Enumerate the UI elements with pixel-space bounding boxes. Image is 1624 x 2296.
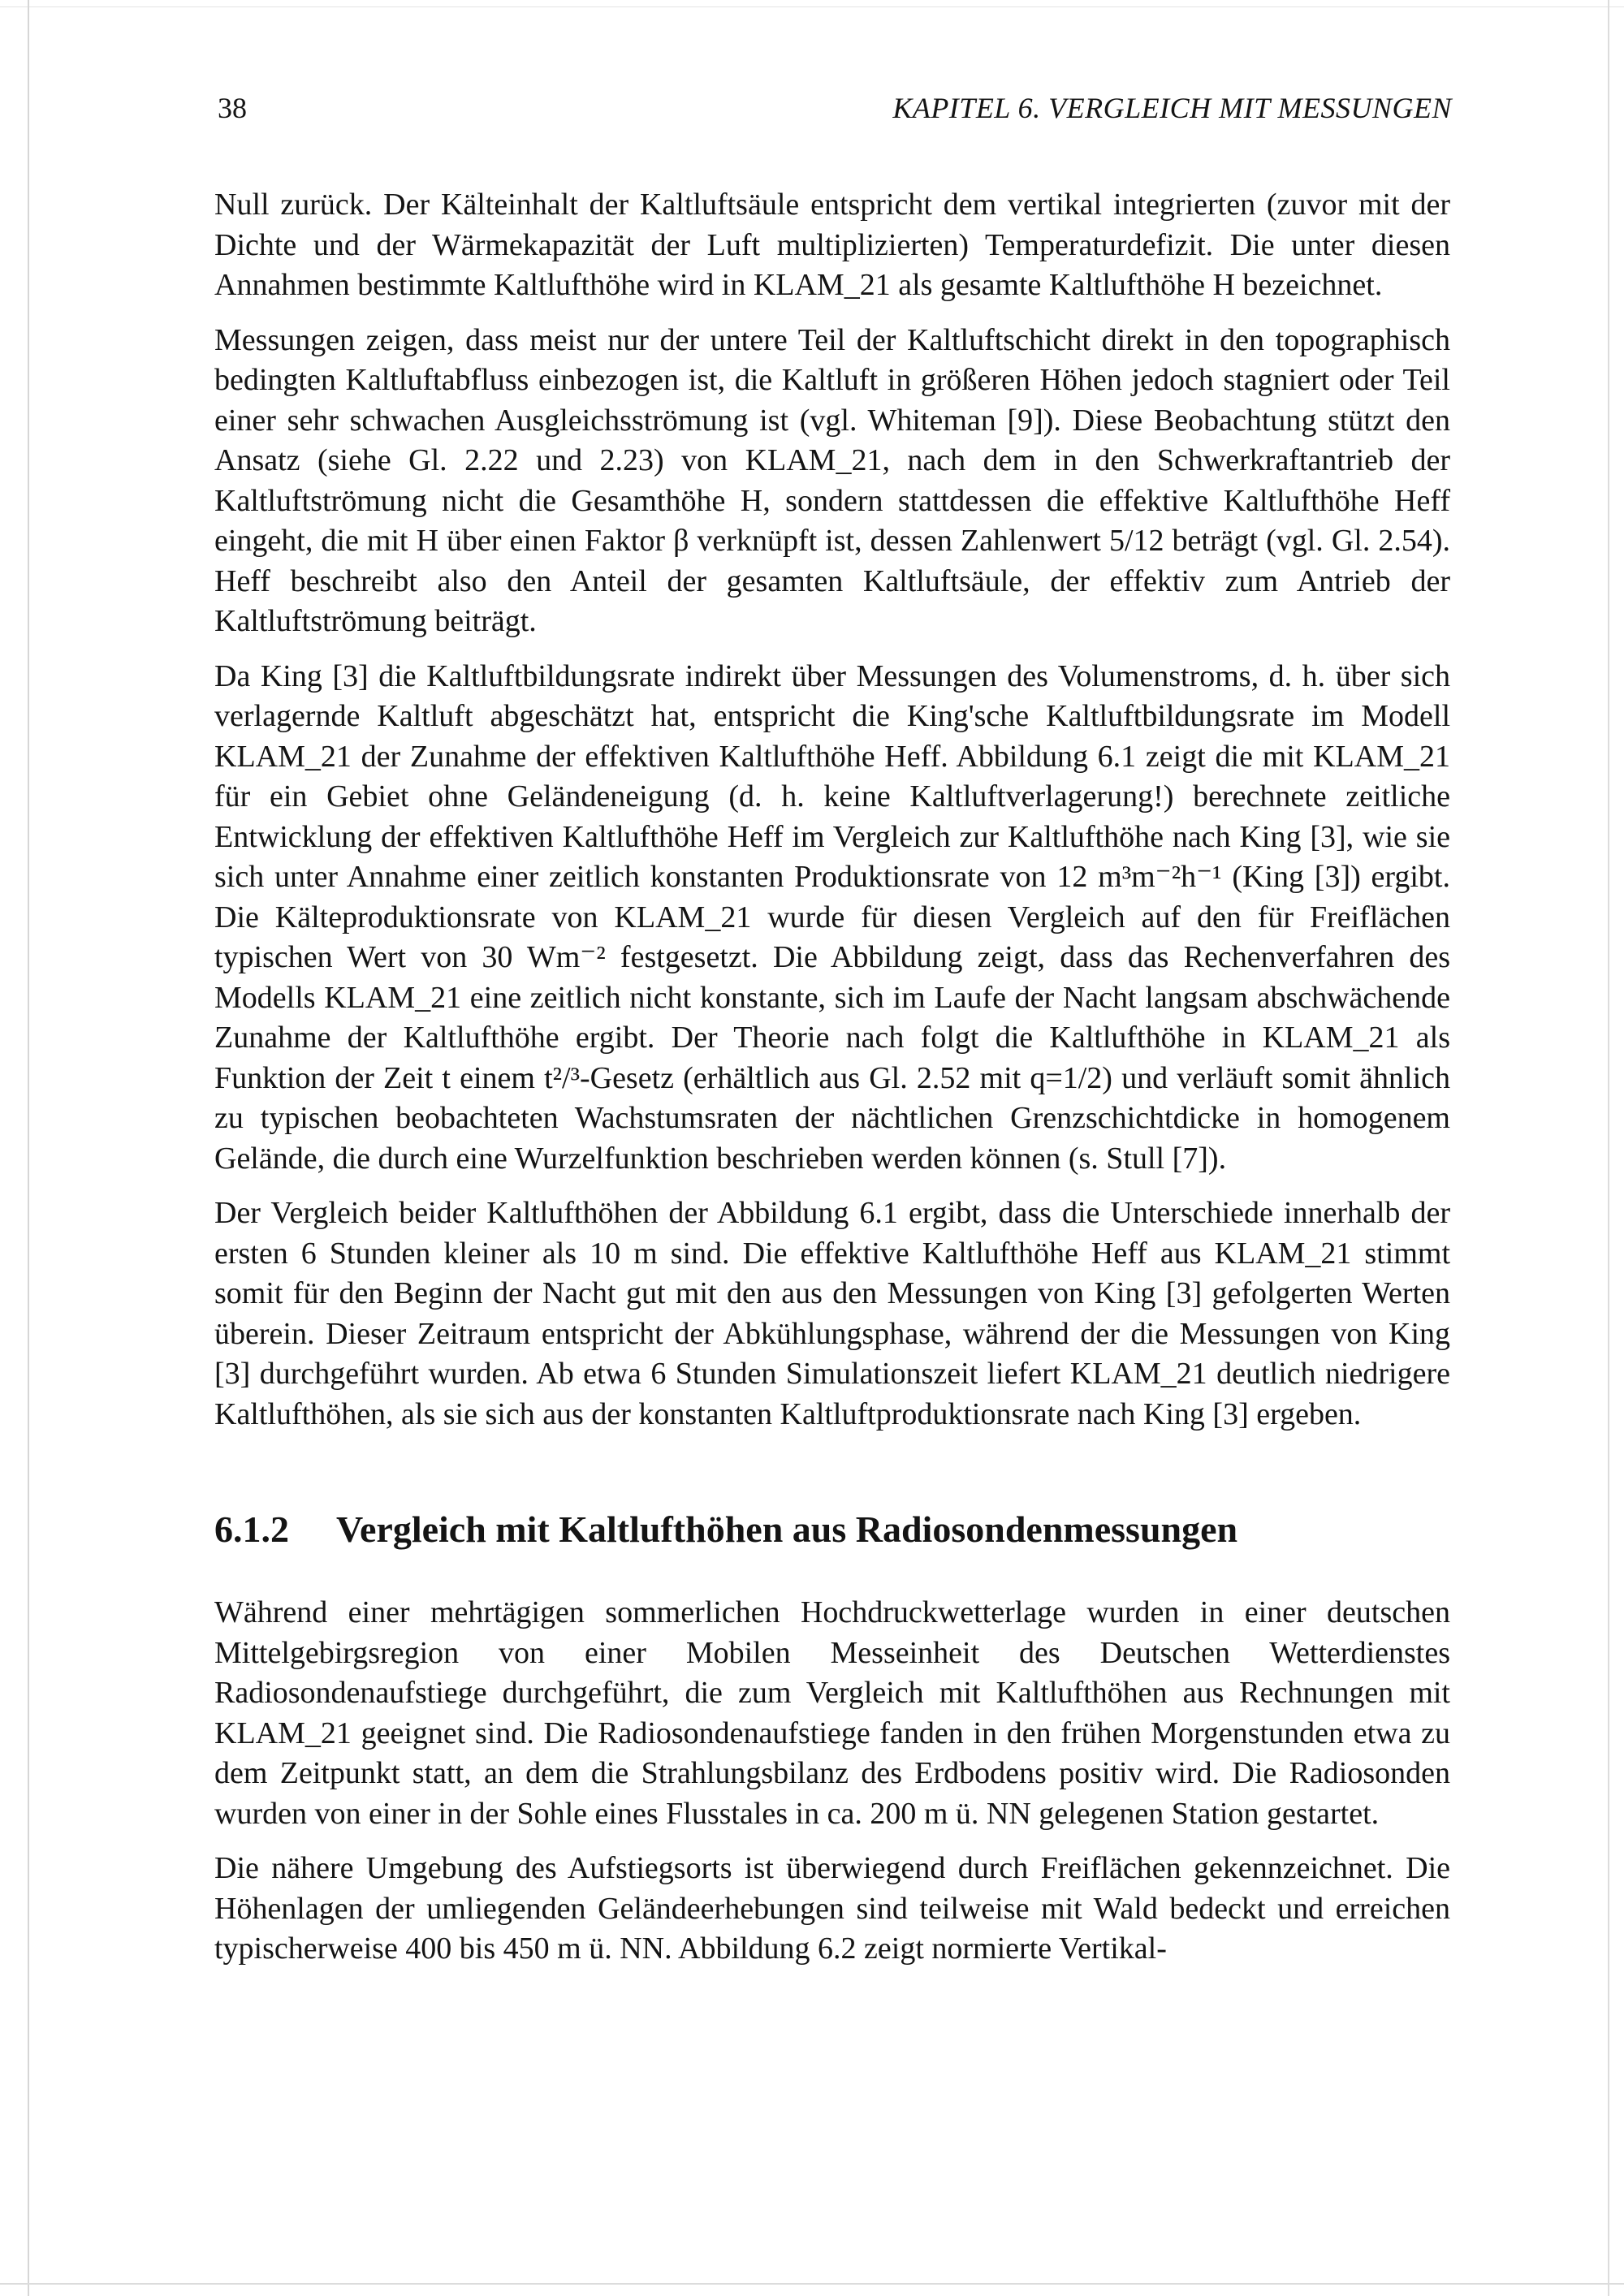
paragraph-1: Null zurück. Der Kälteinhalt der Kaltluftsäule entspricht dem vertikal integrierten (zuvor mit der Dichte und der Wärmekapazität der Luft multiplizierten) Temperaturdefizit. Die unter diesen Annahmen bestimmte Kaltlufthöhe wird in KLAM_21 als gesamte Kaltlufthöhe H bezeichnet. — [214, 188, 1450, 302]
paragraph-4: Der Vergleich beider Kaltlufthöhen der Abbildung 6.1 ergibt, dass die Unterschiede innerhalb der ersten 6 Stunden kleiner als 10 m sind. Die effektive Kaltlufthöhe Heff aus KLAM_21 stimmt somit für den Beginn der Nacht gut mit den aus den Messungen von King [3] gefolgerten Werten überein. Dieser Zeitraum entspricht der Abkühlungsphase, während der die Messungen von King [3] durchgeführt wurden. Ab etwa 6 Stunden Simulationszeit liefert KLAM_21 deutlich niedrigere Kaltlufthöhen, als sie sich aus der konstanten Kaltluftproduktionsrate nach King [3] ergeben. — [214, 1196, 1450, 1431]
page-body — [214, 185, 1450, 1984]
page-header — [218, 91, 1452, 130]
section-title: Vergleich mit Kaltlufthöhen aus Radiosondenmessungen — [336, 1508, 1238, 1550]
scan-edge-left — [28, 0, 29, 2296]
section-heading — [214, 1508, 1450, 1551]
scan-edge-right — [1608, 0, 1609, 2296]
paragraph-2: Messungen zeigen, dass meist nur der untere Teil der Kaltluftschicht direkt in den topographisch bedingten Kaltluftabfluss einbezogen ist, die Kaltluft in größeren Höhen jedoch stagniert oder Teil einer sehr schwachen Ausgleichsströmung ist (vgl. Whiteman [9]). Diese Beobachtung stützt den Ansatz (siehe Gl. 2.22 und 2.23) von KLAM_21, nach dem in den Schwerkraftantrieb der Kaltluftströmung nicht die Gesamthöhe H, sondern stattdessen die effektive Kaltlufthöhe Heff eingeht, die mit H über einen Faktor β verknüpft ist, dessen Zahlenwert 5/12 beträgt (vgl. Gl. 2.54). Heff beschreibt also den Anteil der gesamten Kaltluftsäule, der effektiv zum Antrieb der Kaltluftströmung beiträgt. — [214, 322, 1450, 638]
scan-edge-top — [0, 6, 1624, 7]
scan-edge-bottom — [0, 2283, 1624, 2285]
paragraph-3: Da King [3] die Kaltluftbildungsrate indirekt über Messungen des Volumenstroms, d. h. über sich verlagernde Kaltluft abgeschätzt hat, entspricht die King'sche Kaltluftbildungsrate im Modell KLAM_21 der Zunahme der effektiven Kaltlufthöhe Heff. Abbildung 6.1 zeigt die mit KLAM_21 für ein Gebiet ohne Geländeneigung (d. h. keine Kaltluftverlagerung!) berechnete zeitliche Entwicklung der effektiven Kaltlufthöhe Heff im Vergleich zur Kaltlufthöhe nach King [3], wie sie sich unter Annahme einer zeitlich konstanten Produktionsrate von 12 m³m⁻²h⁻¹ (King [3]) ergibt. Die Kälteproduktionsrate von KLAM_21 wurde für diesen Vergleich auf den für Freiflächen typischen Wert von 30 Wm⁻² festgesetzt. Die Abbildung zeigt, dass das Rechenverfahren des Modells KLAM_21 eine zeitlich nicht konstante, sich im Laufe der Nacht langsam abschwächende Zunahme der Kaltlufthöhe ergibt. Der Theorie nach folgt die Kaltlufthöhe in KLAM_21 als Funktion der Zeit t einem t²/³-Gesetz (erhältlich aus Gl. 2.52 mit q=1/2) und verläuft somit ähnlich zu typischen beobachteten Wachstumsraten der nächtlichen Grenzschichtdicke in homogenem Gelände, die durch eine Wurzelfunktion beschrieben werden können (s. Stull [7]). — [214, 658, 1450, 1176]
paragraph-5: Während einer mehrtägigen sommerlichen Hochdruckwetterlage wurden in einer deutschen Mittelgebirgsregion von einer Mobilen Messeinheit des Deutschen Wetterdienstes Radiosondenaufstiege durchgeführt, die zum Vergleich mit Kaltlufthöhen aus Rechnungen mit KLAM_21 geeignet sind. Die Radiosondenaufstiege fanden in den frühen Morgenstunden etwa zu dem Zeitpunkt statt, an dem die Strahlungsbilanz des Erdbodens positiv wird. Die Radiosonden wurden von einer in der Sohle eines Flusstales in ca. 200 m ü. NN gelegenen Station gestartet. — [214, 1595, 1450, 1831]
paragraph-6: Die nähere Umgebung des Aufstiegsorts ist überwiegend durch Freiflächen gekennzeichnet. Die Höhenlagen der umliegenden Geländeerhebungen sind teilweise mit Wald bedeckt und erreichen typischerweise 400 bis 450 m ü. NN. Abbildung 6.2 zeigt normierte Vertikal- — [214, 1851, 1450, 1966]
running-title: KAPITEL 6. VERGLEICH MIT MESSUNGEN — [892, 92, 1452, 124]
page-number: 38 — [218, 92, 247, 124]
section-number: 6.1.2 — [214, 1508, 289, 1550]
